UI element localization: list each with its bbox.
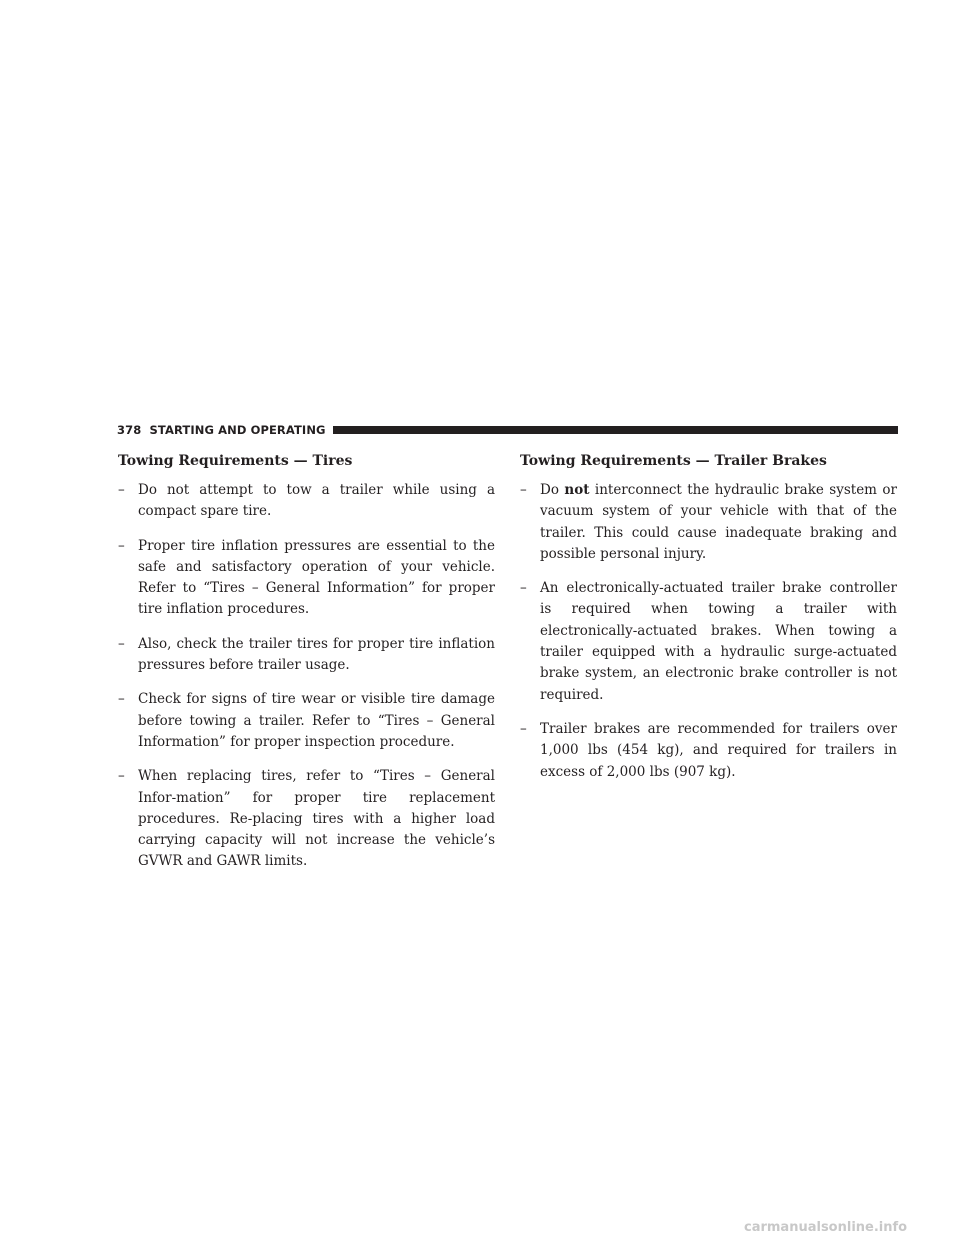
section-title-tires: Towing Requirements — Tires xyxy=(118,453,353,469)
list-item-text: Proper tire inflation pressures are essential to the safe and satisfactory operation of your vehicle. Refer to “Tires – General Information” for proper tire inflation procedures. xyxy=(138,537,495,618)
list-item-text: An electronically-actuated trailer brake controller is required when towing a trailer with electronically-actuated brakes. When towing a trailer equipped with a hydraulic surge-actuated brake system, an electronic brake controller is not required. xyxy=(540,580,897,703)
dash-bullet: – xyxy=(118,537,125,554)
list-item xyxy=(118,480,495,523)
header-rule xyxy=(333,426,898,434)
section-name: STARTING AND OPERATING xyxy=(149,423,326,437)
list-item-text: Also, check the trailer tires for proper tire inflation pressures before trailer usage. xyxy=(138,635,495,674)
dash-bullet: – xyxy=(520,720,527,737)
list-item xyxy=(520,719,897,783)
list-item xyxy=(118,536,495,621)
dash-bullet: – xyxy=(118,768,125,785)
dash-bullet: – xyxy=(118,635,125,652)
list-item xyxy=(118,766,495,872)
list-item-text: When replacing tires, refer to “Tires – General Infor-mation” for proper tire replacement procedures. Re-placing tires with a higher load carrying capacity will not increase the vehicle’s GVWR and GAWR limits. xyxy=(138,768,495,870)
dash-bullet: – xyxy=(118,691,125,708)
list-item-suffix: interconnect the hydraulic brake system or vacuum system of your vehicle with that of the trailer. This could cause inadequate braking and possible personal injury. xyxy=(540,482,897,562)
list-item-text: Trailer brakes are recommended for trailers over 1,000 lbs (454 kg), and required for trailers in excess of 2,000 lbs (907 kg). xyxy=(540,720,897,780)
list-item xyxy=(520,480,897,565)
list-item xyxy=(118,689,495,753)
list-item-prefix: Do xyxy=(540,482,565,498)
left-column xyxy=(118,452,495,886)
dash-bullet: – xyxy=(118,482,125,498)
list-item-text: Check for signs of tire wear or visible tire damage before towing a trailer. Refer to “Tires – General Information” for proper inspection procedure. xyxy=(138,691,495,750)
page-header xyxy=(117,420,898,440)
dash-bullet: – xyxy=(520,482,527,498)
section-title-trailer-brakes: Towing Requirements — Trailer Brakes xyxy=(520,453,827,469)
list-item xyxy=(118,634,495,677)
list-item-text: Do not attempt to tow a trailer while using a compact spare tire. xyxy=(138,482,495,520)
page-number: 378 xyxy=(117,423,142,437)
watermark-logo: carmanualsonline.info xyxy=(744,1220,908,1235)
list-item xyxy=(520,578,897,706)
dash-bullet: – xyxy=(520,580,527,597)
trailer-brakes-list xyxy=(520,480,897,783)
right-column xyxy=(520,452,897,796)
tires-list xyxy=(118,480,495,873)
list-item-emphasis: not xyxy=(564,482,590,498)
header-label xyxy=(117,423,333,437)
